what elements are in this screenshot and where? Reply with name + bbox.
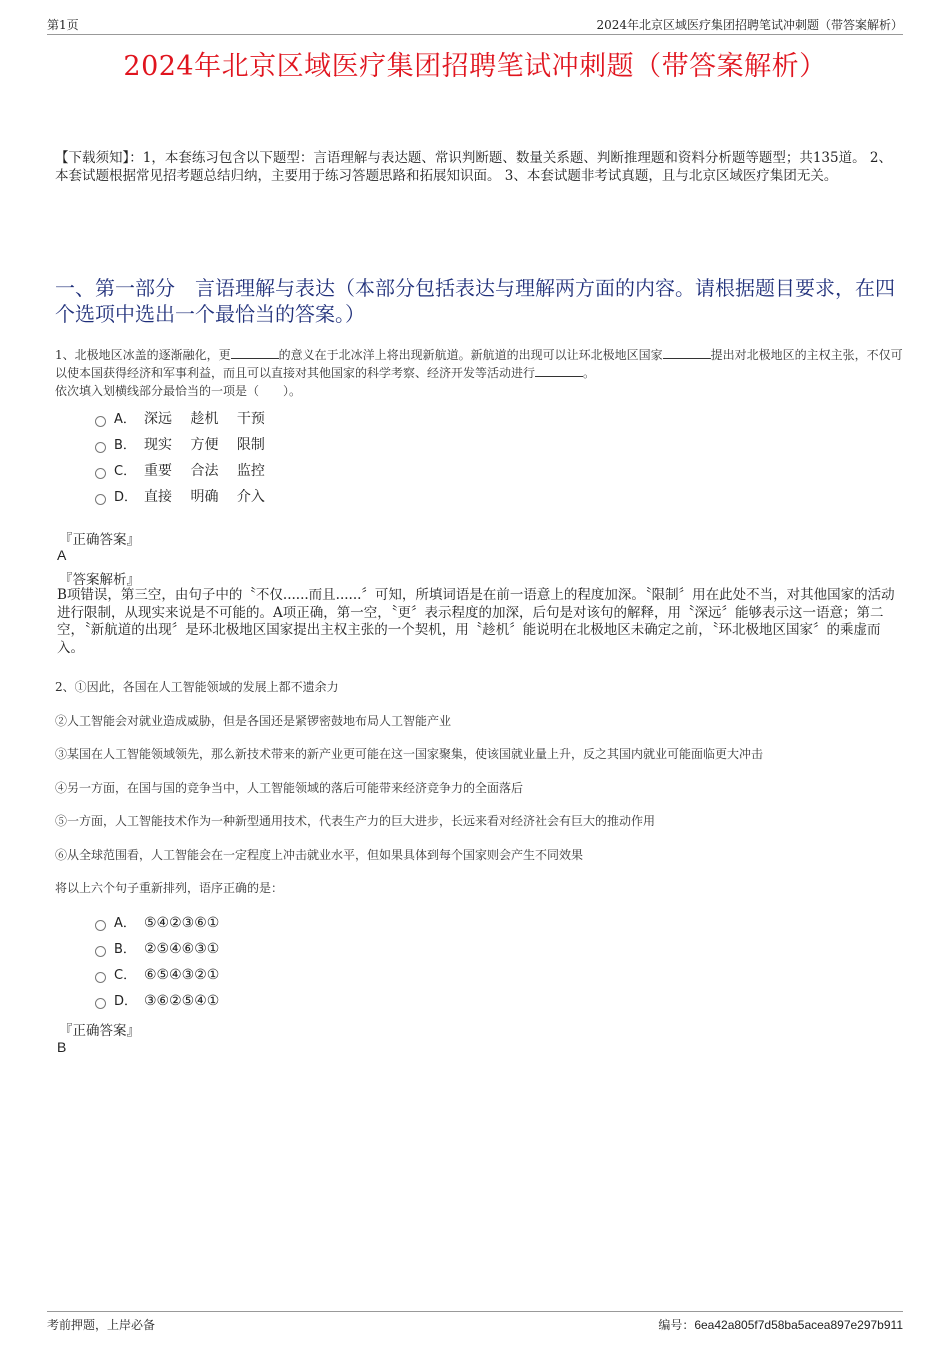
radio-icon[interactable] <box>95 946 106 957</box>
option-d[interactable]: D． ③⑥②⑤④① <box>95 988 219 1014</box>
question-2-sentence: ④另一方面，在国与国的竞争当中，人工智能领域的落后可能带来经济竞争力的全面落后 <box>55 781 524 795</box>
page-number: 第1页 <box>47 18 79 32</box>
option-a[interactable]: A． ⑤④②③⑥① <box>95 910 219 936</box>
analysis-label: 『答案解析』 <box>59 572 140 588</box>
option-c[interactable]: C． 重要 合法 监控 <box>95 458 265 484</box>
answer-label: 『正确答案』 <box>59 1023 140 1039</box>
option-b[interactable]: B． 现实 方便 限制 <box>95 432 265 458</box>
question-2-prompt: 将以上六个句子重新排列，语序正确的是： <box>55 881 284 895</box>
radio-icon[interactable] <box>95 468 106 479</box>
header-doc-title: 2024年北京区域医疗集团招聘笔试冲刺题（带答案解析） <box>596 18 903 32</box>
question-2-options <box>95 910 219 1014</box>
page-title: 2024年北京区域医疗集团招聘笔试冲刺题（带答案解析） <box>123 51 827 82</box>
page-footer <box>47 1311 903 1334</box>
document-id: 编号：6ea42a805f7d58ba5acea897e297b911 <box>658 1318 903 1332</box>
radio-icon[interactable] <box>95 920 106 931</box>
option-c[interactable]: C． ⑥⑤④③②① <box>95 962 219 988</box>
download-notice: 【下载须知】：1，本套练习包含以下题型：言语理解与表达题、常识判断题、数量关系题、判断推理题和资料分析题等题型；共135道。 2、本套试题根据常见招考题总结归纳，主要用于练习答题思路和拓展知识面。 3、本套试题非考试真题，且与北京区域医疗集团无关。 <box>55 150 892 184</box>
question-2-sentence: ⑤一方面，人工智能技术作为一种新型通用技术，代表生产力的巨大进步，长远来看对经济社会有巨大的推动作用 <box>55 814 656 828</box>
radio-icon[interactable] <box>95 494 106 505</box>
radio-icon[interactable] <box>95 416 106 427</box>
fill-blank <box>663 346 711 359</box>
answer-value: B <box>57 1039 67 1055</box>
question-1-options <box>95 406 265 510</box>
answer-analysis: B项错误，第三空，由句子中的〝不仅......而且......〞可知，所填词语是在前一语意上的程度加深。〝限制〞用在此处不当，对其他国家的活动进行限制，从现实来说是不可能的。A项正确，第一空，〝更〞表示程度的加深，后句是对该句的解释，用〝深远〞能够表示这一语意；第二空，〝新航道的出现〞是环北极地区国家提出主权主张的一个契机，用〝趁机〞能说明在北极地区未确定之前，〝环北极地区国家〞的乘虚而入。 <box>57 587 895 656</box>
footer-slogan: 考前押题，上岸必备 <box>47 1318 156 1332</box>
radio-icon[interactable] <box>95 442 106 453</box>
question-2-sentence: ③某国在人工智能领域领先，那么新技术带来的新产业更可能在这一国家聚集，使该国就业量上升，反之其国内就业可能面临更大冲击 <box>55 747 764 761</box>
page-header <box>47 14 903 35</box>
question-2-sentence: ②人工智能会对就业造成威胁，但是各国还是紧锣密鼓地布局人工智能产业 <box>55 714 452 728</box>
fill-blank <box>231 346 279 359</box>
option-a[interactable]: A． 深远 趁机 干预 <box>95 406 265 432</box>
answer-label: 『正确答案』 <box>59 532 140 548</box>
section-heading: 一、第一部分 言语理解与表达（本部分包括表达与理解两方面的内容。请根据题目要求，在四个选项中选出一个最恰当的答案。） <box>55 276 895 326</box>
radio-icon[interactable] <box>95 998 106 1009</box>
fill-blank <box>535 364 583 377</box>
question-2-sentence: 2、①因此，各国在人工智能领域的发展上都不遗余力 <box>55 680 339 694</box>
question-1-prompt: 依次填入划横线部分最恰当的一项是（ ）。 <box>55 384 302 398</box>
question-2-sentence: ⑥从全球范围看，人工智能会在一定程度上冲击就业水平，但如果具体到每个国家则会产生不同效果 <box>55 848 584 862</box>
option-d[interactable]: D． 直接 明确 介入 <box>95 484 265 510</box>
question-1-stem: 1、北极地区冰盖的逐渐融化，更 的意义在于北冰洋上将出现新航道。新航道的出现可以让环北极地区国家 提出对北极地区的主权主张，不仅可以使本国获得经济和军事利益，而且可以直接对其他国家的科学考察、经济开发等活动进行 。 依次填入划横线部分最恰当的一项是（ ）。 <box>55 348 903 398</box>
answer-value: A <box>57 547 67 563</box>
option-b[interactable]: B． ②⑤④⑥③① <box>95 936 219 962</box>
radio-icon[interactable] <box>95 972 106 983</box>
